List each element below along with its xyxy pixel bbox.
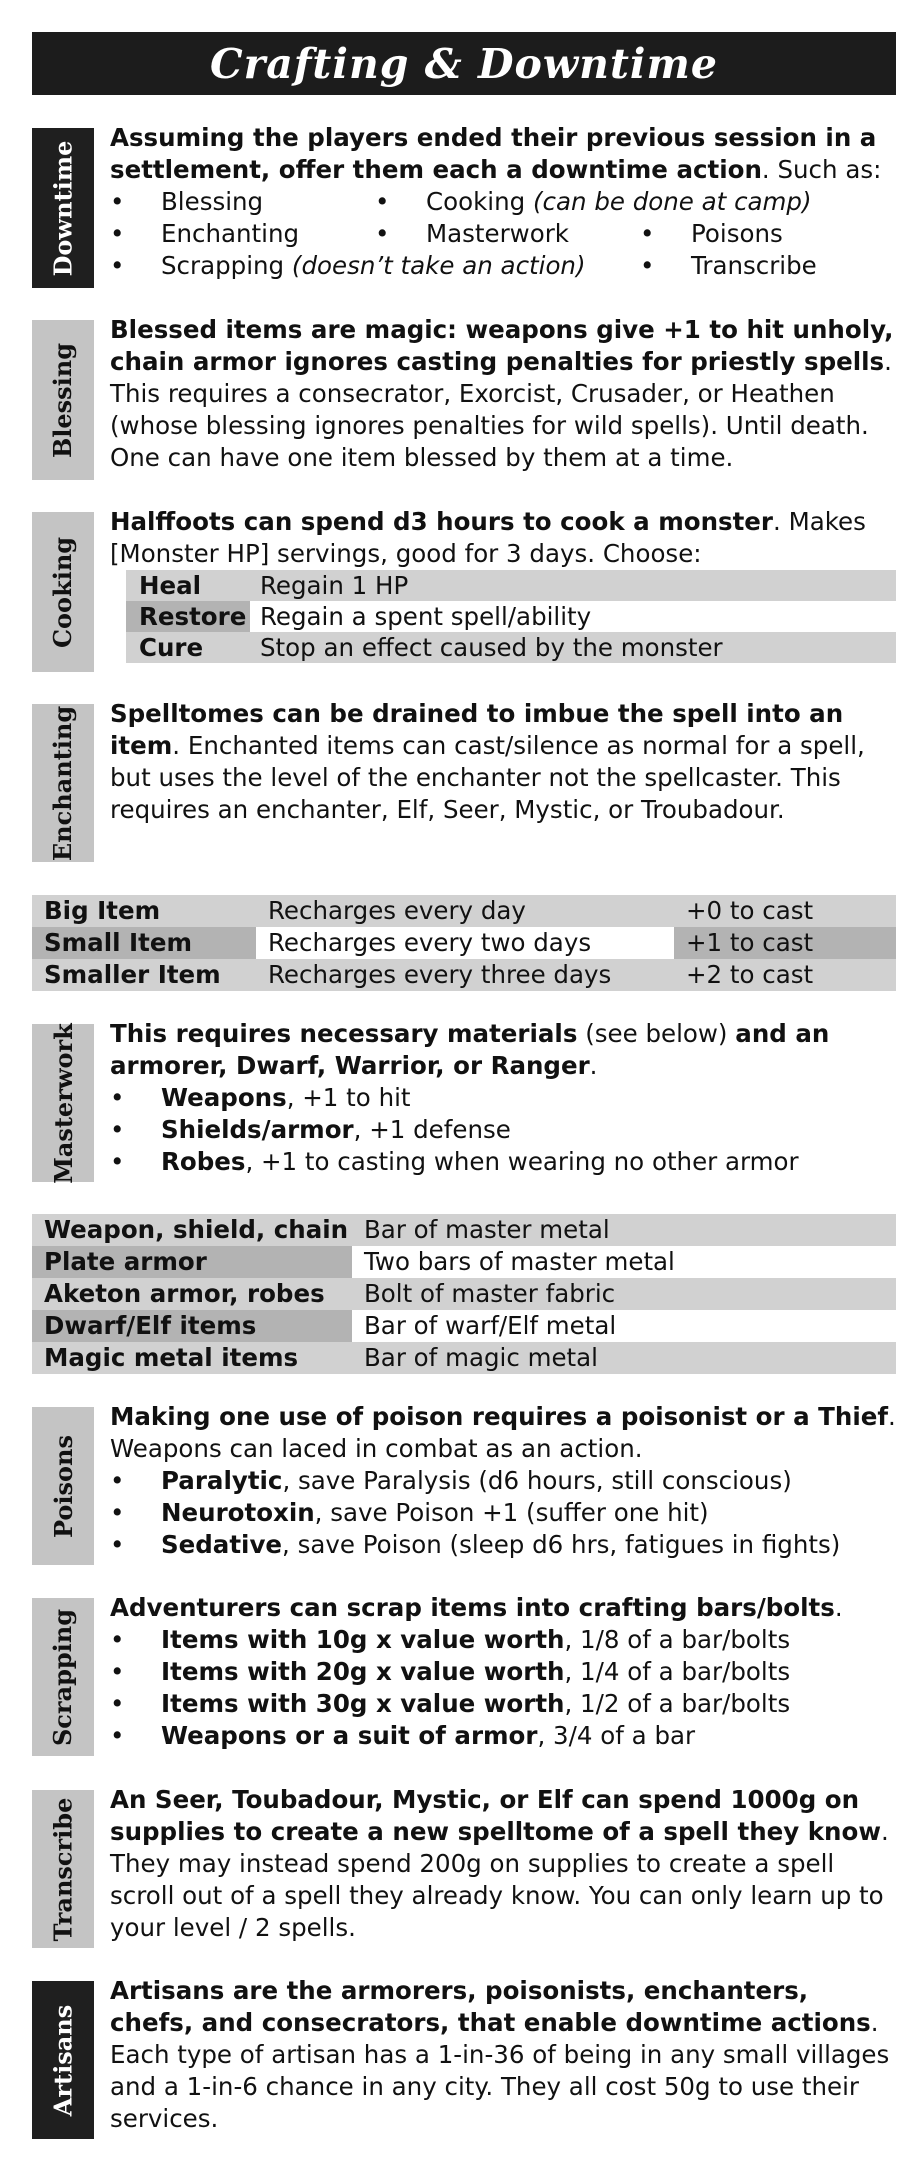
masterwork-list [110,1082,896,1178]
title-banner [32,32,896,95]
section-blessing [32,315,896,480]
option-transcribe: • Transcribe [640,250,860,282]
section-tab-poisons: Poisons [32,1407,94,1565]
list-item: • Neurotoxin, save Poison +1 (suffer one hit) [110,1497,896,1529]
option-scrapping: • Scrapping (doesn’t take an action) [110,250,640,282]
table-row: Small Item Recharges every two days +1 to cast [32,927,896,959]
list-item: • Sedative, save Poison (sleep d6 hrs, fatigues in fights) [110,1529,896,1561]
poisons-body: Making one use of poison requires a poisonist or a Thief. Weapons can laced in combat as an action. • Paralytic, save Paralysis (d6 hours, still conscious) • Neurotoxin, save Poison +1 (suffer one hit) • Sedative, save Poison (sleep d6 hrs, fatigues in fights) [110,1401,896,1561]
enchanting-body: Spelltomes can be drained to imbue the spell into an item. Enchanted items can cast/silence as normal for a spell, but uses the level of the enchanter not the spellcaster. This requires an enchanter, Elf, Seer, Mystic, or Troubadour. [110,699,865,824]
table-row: Plate armor Two bars of master metal [32,1246,896,1278]
list-item: • Items with 20g x value worth, 1/4 of a bar/bolts [110,1656,896,1688]
section-enchanting [32,699,896,862]
scrapping-body: Adventurers can scrap items into crafting bars/bolts. • Items with 10g x value worth, 1/8 of a bar/bolts • Items with 20g x value worth, 1/4 of a bar/bolts • Items with 30g x value worth, 1/2 of a bar/bolts • Weapons or a suit of armor, 3/4 of a bar [110,1592,896,1752]
section-tab-blessing: Blessing [32,320,94,480]
section-downtime [32,123,896,288]
list-item: • Items with 10g x value worth, 1/8 of a bar/bolts [110,1624,896,1656]
section-masterwork [32,1019,896,1184]
cooking-body: Halffoots can spend d3 hours to cook a monster. Makes [Monster HP] servings, good for 3 days. Choose: Heal Regain 1 HP Restore Regain a spent spell/ability Cure Stop an effect caused by the monster [110,506,896,663]
section-tab-artisans: Artisans [32,1981,94,2139]
table-row: Heal Regain 1 HP [126,570,896,601]
artisans-body: Artisans are the armorers, poisonists, enchanters, chefs, and consecrators, that enable downtime actions. Each type of artisan has a 1-in-36 of being in any small villages and a 1-in-6 chance in any city. They all cost 50g to use their services. [110,1976,890,2133]
list-item: • Weapons, +1 to hit [110,1082,896,1114]
section-poisons [32,1402,896,1565]
option-poisons: • Poisons [640,218,860,250]
table-row: Big Item Recharges every day +0 to cast [32,895,896,927]
blessing-body: Blessed items are magic: weapons give +1 to hit unholy, chain armor ignores casting penalties for priestly spells. This requires a consecrator, Exorcist, Crusader, or Heathen (whose blessing ignores penalties for wild spells). Until death. One can have one item blessed by them at a time. [110,315,894,472]
table-row: Weapon, shield, chain Bar of master metal [32,1214,896,1246]
downtime-options [110,186,896,282]
masterwork-body: This requires necessary materials (see below) and an armorer, Dwarf, Warrior, or Ranger. • Weapons, +1 to hit • Shields/armor, +1 defense • Robes, +1 to casting when wearing no other armor [110,1018,896,1178]
option-cooking: • Cooking (can be done at camp) [375,186,860,218]
option-masterwork: • Masterwork [375,218,640,250]
downtime-intro: Assuming the players ended their previous session in a settlement, offer them each a downtime action. Such as: [110,123,882,184]
poisons-list [110,1465,896,1561]
section-tab-cooking: Cooking [32,512,94,672]
option-blessing: • Blessing [110,186,375,218]
section-tab-downtime: Downtime [32,128,94,288]
table-row: Smaller Item Recharges every three days +2 to cast [32,959,896,991]
list-item: • Paralytic, save Paralysis (d6 hours, still conscious) [110,1465,896,1497]
masterwork-table [32,1214,896,1374]
section-tab-masterwork: Masterwork [32,1024,94,1182]
table-row: Magic metal items Bar of magic metal [32,1342,896,1374]
list-item: • Shields/armor, +1 defense [110,1114,896,1146]
table-row: Cure Stop an effect caused by the monster [126,632,896,663]
section-tab-transcribe: Transcribe [32,1790,94,1948]
downtime-body [110,122,896,282]
cooking-table [126,570,896,663]
scrapping-list [110,1624,896,1752]
section-tab-scrapping: Scrapping [32,1598,94,1756]
transcribe-body: An Seer, Toubadour, Mystic, or Elf can spend 1000g on supplies to create a new spelltome of a spell they know. They may instead spend 200g on supplies to create a spell scroll out of a spell they already know. You can only learn up to your level / 2 spells. [110,1785,889,1942]
section-cooking [32,507,896,672]
table-row: Aketon armor, robes Bolt of master fabric [32,1278,896,1310]
section-scrapping [32,1593,896,1756]
section-transcribe [32,1785,896,1948]
table-row: Restore Regain a spent spell/ability [126,601,896,632]
list-item: • Weapons or a suit of armor, 3/4 of a bar [110,1720,896,1752]
section-artisans [32,1976,896,2139]
option-enchanting: • Enchanting [110,218,375,250]
table-row: Dwarf/Elf items Bar of warf/Elf metal [32,1310,896,1342]
list-item: • Robes, +1 to casting when wearing no other armor [110,1146,896,1178]
enchanting-table [32,895,896,991]
section-tab-enchanting: Enchanting [32,704,94,862]
list-item: • Items with 30g x value worth, 1/2 of a bar/bolts [110,1688,896,1720]
page-title: Crafting & Downtime [210,39,718,88]
